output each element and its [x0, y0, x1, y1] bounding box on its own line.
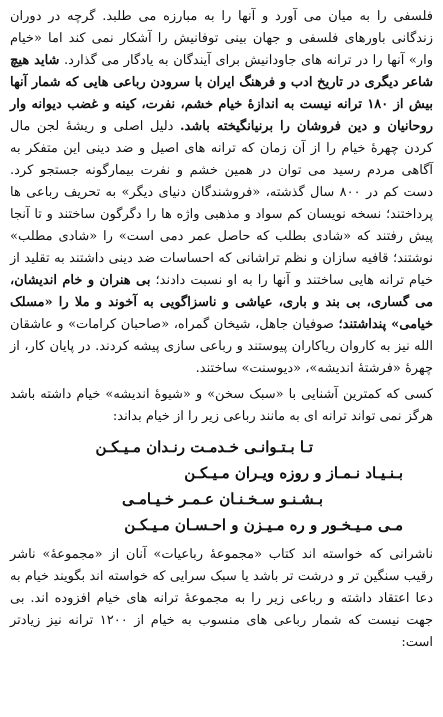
quatrain-verse-3: بـشـنـو سـخـنـان عـمـر خـیـامـی — [121, 490, 323, 508]
quatrain-verse-2: بـنـیـاد نـمـاز و روزه ویـران مـیـکـن — [184, 464, 403, 482]
paragraph-intro-part-b: شاید هیچ شاعر دیگری در تاریخ ادب و فرهنگ ایران با سرودن رباعی هایی که شمار آنها بیش از ۱۸۰ ترانه نیست به اندازهٔ خیام خشم، نفرت، کینه و غضب دیوانه وار روحانیان و دین فروشان را برنیانگیخته باشد. — [10, 53, 433, 134]
quatrain-verse-1: تـا بـتـوانـی خـدمـت رنـدان مـیـکـن — [95, 438, 313, 456]
paragraph-intro-part-e: صوفیان جاهل، شیخان گمراه، «صاحبان کرامات» و عاشقان الله نیز به کاروان ریاکاران پیوستند و رباعی سازی پیشه کردند. در پایان کار، از چهرهٔ «فرشتهٔ اندیشه»، «دیوسنت» ساختند. — [10, 317, 433, 376]
paragraph-style: کسی که کمترین آشنایی با «سبک سخن» و «شیوهٔ اندیشه» خیام داشته باشد هرگز نمی تواند ترانه ای به مانند رباعی زیر را از خیام بداند: — [10, 387, 433, 424]
quatrain-verse-4: مـی مـیـخـور و ره مـیـزن و احـسـان مـیـکـن — [124, 516, 403, 534]
paragraph-publishers: ناشرانی که خواسته اند کتاب «مجموعهٔ رباعیات» آنان از «مجموعهٔ» ناشر رقیب سنگین تر و درشت تر باشد یا سبک سرایی که خواسته اند بگویند خیام به دعا اعتقاد داشته و رباعی زیر را به مجموعهٔ ترانه های خیام افزوده اند. بی جهت نیست که شمار رباعی های منسوب به خیام از ۱۲۰۰ ترانه نیز زیادتر است: — [10, 547, 433, 650]
paragraph-intro-part-a: فلسفی را به میان می آورد و آنها را به مبارزه می طلبد. گرچه در دوران زندگانی باورهای فلسفی و جهان بینی توفانیش را آشکار نمی کند اما «خیام وار» آنها را در ترانه های جاودانیش برای آیندگان به یادگار می گذارد. — [10, 9, 433, 68]
paragraph-intro-part-c: دلیل اصلی و ریشهٔ لجن مال کردن چهرهٔ خیام را از آن زمان که ترانه های اصیل و ضد دینی این متفکر به آگاهی مردم رسید می توان در همین خشم و نفرت بیمارگونه جستجو کرد. دست کم در ۸۰۰ سال گذشته، «فروشندگان دنیای دیگر» به تحریف رباعی ها پرداختند؛ نسخه نویسان کم سواد و مذهبی واژه ها را دگرگون ساختند و تا آنجا پیش رفتند که «شادی بطلب که حاصل عمر دمی است» را «شادی مطلب» نوشتند؛ قافیه سازان و نظم تراشانی که احساسات ضد دینی داشتند به تقلید از خیام ترانه هایی ساختند و آنها را به او نسبت دادند؛ — [10, 119, 434, 288]
paragraph-intro-part-d: بی هنران و خام اندیشان، می گساری، بی بند و باری، عیاشی و ناسزاگویی به آخوند و ملا را «مسلک خیامی» پنداشتند؛ — [10, 273, 434, 332]
paragraph-intro — [10, 6, 433, 380]
quatrain — [10, 434, 433, 538]
